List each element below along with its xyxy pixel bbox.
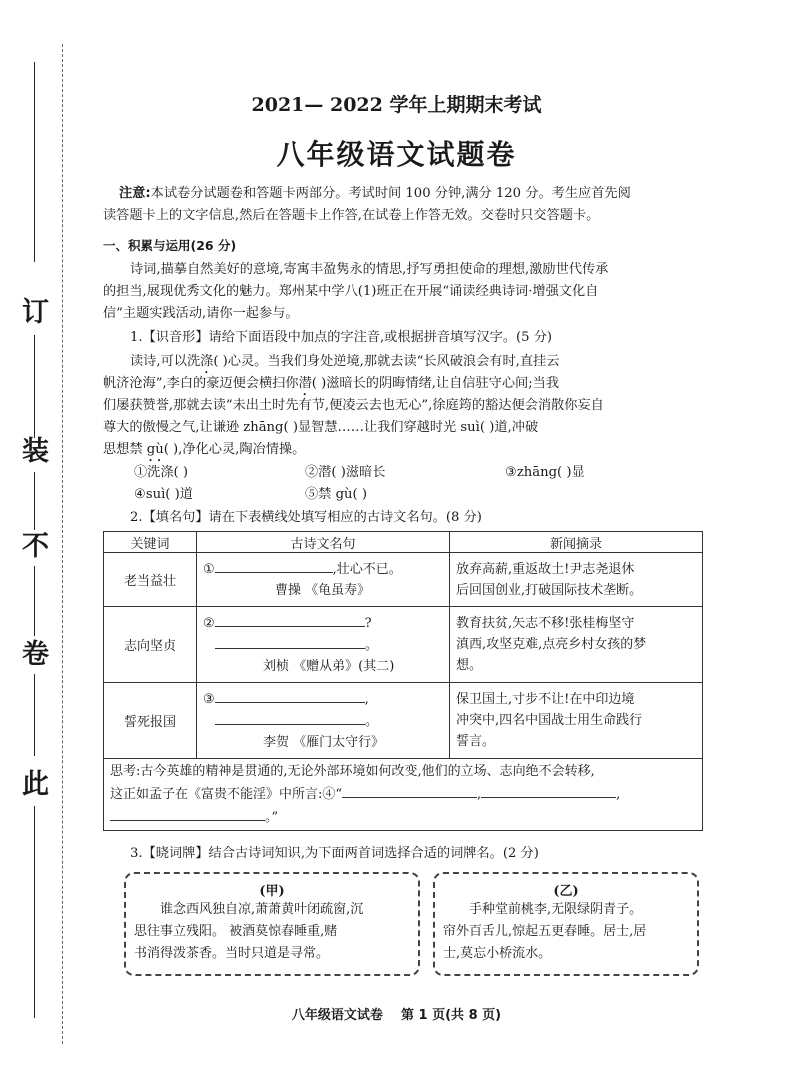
answer-blank[interactable] bbox=[215, 612, 365, 627]
text: , bbox=[364, 692, 369, 707]
binding-rule bbox=[34, 806, 35, 1018]
poem-cell bbox=[197, 683, 450, 759]
text: , bbox=[477, 787, 482, 802]
table-row bbox=[104, 607, 703, 683]
text: ( )滋暗长的阴晦情绪,让自信驻守心间;当我 bbox=[311, 376, 560, 391]
news-line: 后回国创业,打破国际技术垄断。 bbox=[456, 582, 643, 598]
blank-number: ① bbox=[203, 562, 215, 577]
news-cell bbox=[450, 683, 703, 759]
text: ( )心灵。当我们身处逆境,那就去读“长风破浪会有时,直挂云 bbox=[213, 354, 560, 369]
blank-number: ② bbox=[203, 616, 215, 631]
answer-blank[interactable] bbox=[481, 783, 616, 798]
column-header: 新闻摘录 bbox=[450, 532, 703, 553]
news-line: 教育扶贫,矢志不移!张桂梅坚守 bbox=[456, 616, 635, 631]
poem-box-yi bbox=[433, 872, 699, 976]
column-header: 古诗文名句 bbox=[197, 532, 450, 553]
poem-line: 谁念西风独自凉,萧萧黄叶闭疏窗,沉 bbox=[160, 902, 364, 917]
poem-cell bbox=[197, 553, 450, 607]
answer-blank[interactable] bbox=[215, 688, 365, 703]
news-cell bbox=[450, 553, 703, 607]
answer-blank[interactable] bbox=[110, 806, 265, 821]
poem-line bbox=[203, 558, 443, 580]
text: 。 bbox=[365, 714, 379, 729]
poem-line: 士,莫忘小桥流水。 bbox=[443, 946, 552, 961]
answer-blank-3[interactable]: ③zhāng( )显 bbox=[505, 465, 585, 480]
q1-passage-line: 们屡获赞誉,那就去读“未出土时先有节,便凌云去也无心”,徐庭筠的豁达便会消散你妄自 bbox=[103, 398, 604, 413]
poem-box-title: (乙) bbox=[553, 884, 579, 899]
intro-line: 诗词,描摹自然美好的意境,寄寓丰盈隽永的情思,抒写勇担使命的理想,激励世代传承 bbox=[130, 262, 609, 277]
poem-source: 曹操 《龟虽寿》 bbox=[275, 583, 371, 598]
intro-line: 信”主题实践活动,请你一起参与。 bbox=[103, 306, 299, 321]
text: ? bbox=[364, 616, 372, 631]
text: 。” bbox=[265, 810, 279, 825]
think-line bbox=[110, 783, 696, 806]
text: 帆济沧海”,李白的豪迈便会横扫你 bbox=[103, 376, 299, 391]
question-3-stem: 3.【晓词牌】结合古诗词知识,为下面两首词选择合适的词牌名。(2 分) bbox=[130, 846, 539, 861]
text: 。 bbox=[365, 638, 379, 653]
notice-label: 注意: bbox=[119, 186, 151, 201]
think-line bbox=[110, 806, 696, 829]
text: ,壮心不已。 bbox=[332, 562, 402, 577]
text: 思想禁 bbox=[103, 442, 147, 457]
text: 读诗,可以洗 bbox=[130, 354, 201, 369]
answer-blank-2[interactable]: ②潜( )滋暗长 bbox=[305, 465, 386, 480]
answer-blank[interactable] bbox=[215, 558, 333, 573]
keyword-cell: 老当益壮 bbox=[104, 553, 197, 607]
text: ( ),净化心灵,陶冶情操。 bbox=[163, 442, 306, 457]
think-line: 思考:古今英雄的精神是贯通的,无论外部环境如何改变,他们的立场、志向绝不会转移, bbox=[110, 764, 595, 779]
question-1-stem: 1.【识音形】请给下面语段中加点的字注音,或根据拼音填写汉字。(5 分) bbox=[130, 330, 553, 345]
keyword-cell: 志向坚贞 bbox=[104, 607, 197, 683]
answer-blank-5[interactable]: ⑤禁 gù( ) bbox=[305, 487, 367, 502]
poem-line: 书消得泼茶香。当时只道是寻常。 bbox=[134, 946, 330, 961]
news-line: 放弃高薪,重返故土!尹志尧退休 bbox=[456, 561, 635, 577]
binding-char: 此 bbox=[22, 769, 49, 800]
exam-title: 2021— 2022 学年上期期末考试 bbox=[251, 94, 542, 116]
news-line: 保卫国土,寸步不让!在中印边境 bbox=[456, 692, 635, 707]
paper-title: 八年级语文试题卷 bbox=[276, 138, 517, 171]
binding-char: 订 bbox=[22, 297, 49, 328]
text: 这正如孟子在《富贵不能淫》中所言:④“ bbox=[110, 787, 343, 802]
poem-line: 思往事立残阳。 被酒莫惊春睡重,赌 bbox=[134, 924, 338, 939]
blank-number: ③ bbox=[203, 692, 215, 707]
page-footer: 八年级语文试卷 第 1 页(共 8 页) bbox=[291, 1008, 502, 1023]
binding-dashed-line bbox=[62, 44, 63, 1044]
binding-char: 卷 bbox=[22, 639, 49, 670]
binding-rule bbox=[34, 566, 35, 636]
keyword-cell: 誓死报国 bbox=[104, 683, 197, 759]
intro-line: 的担当,展现优秀文化的魅力。郑州某中学八(1)班正在开展“诵读经典诗词·增强文化自 bbox=[103, 284, 599, 299]
dotted-char: 涤 bbox=[200, 354, 214, 369]
poem-line bbox=[203, 688, 443, 710]
binding-char: 不 bbox=[22, 531, 49, 562]
table-row-think bbox=[104, 759, 703, 831]
section-heading: 一、积累与运用(26 分) bbox=[103, 238, 237, 253]
notice-text: 本试卷分试题卷和答题卡两部分。考试时间 100 分钟,满分 120 分。考生应首先阅 bbox=[150, 186, 631, 201]
poem-box-title: (甲) bbox=[259, 884, 285, 899]
binding-char: 装 bbox=[22, 436, 49, 467]
poem-box-jia bbox=[124, 872, 420, 976]
table-row bbox=[104, 553, 703, 607]
news-line: 想。 bbox=[456, 658, 483, 673]
answer-blank[interactable] bbox=[215, 634, 365, 649]
notice-line: 读答题卡上的文字信息,然后在答题卡上作答,在试卷上作答无效。交卷时只交答题卡。 bbox=[103, 208, 600, 223]
text: , bbox=[616, 787, 621, 802]
table-header-row bbox=[104, 532, 703, 553]
poem-line bbox=[203, 710, 443, 732]
column-header: 关键词 bbox=[104, 532, 197, 553]
notice-line bbox=[119, 183, 631, 205]
news-line: 冲突中,四名中国战士用生命践行 bbox=[456, 713, 643, 728]
poem-table bbox=[103, 531, 703, 831]
answer-blank-4[interactable]: ④suì( )道 bbox=[134, 487, 193, 502]
dotted-char: 潜 bbox=[298, 376, 312, 391]
poem-line bbox=[203, 612, 443, 634]
poem-line: 手种堂前桃李,无限绿阴青子。 bbox=[469, 902, 643, 917]
answer-blank[interactable] bbox=[342, 783, 477, 798]
binding-rule bbox=[34, 674, 35, 756]
answer-blank[interactable] bbox=[215, 710, 365, 725]
answer-blank-1[interactable]: ①洗涤( ) bbox=[134, 465, 189, 480]
poem-source: 李贺 《雁门太守行》 bbox=[263, 735, 385, 750]
table-row bbox=[104, 683, 703, 759]
binding-rule bbox=[34, 472, 35, 530]
poem-line: 帘外百舌儿,惊起五更春睡。居士,居 bbox=[443, 924, 647, 939]
poem-source: 刘桢 《赠从弟》(其二) bbox=[263, 659, 395, 674]
q1-passage-line: 尊大的傲慢之气,让谦逊 zhāng( )显智慧……让我们穿越时光 suì( )道,冲破 bbox=[103, 420, 539, 435]
news-cell bbox=[450, 607, 703, 683]
think-cell bbox=[104, 759, 703, 831]
question-2-stem: 2.【填名句】请在下表横线处填写相应的古诗文名句。(8 分) bbox=[130, 510, 482, 525]
poem-cell bbox=[197, 607, 450, 683]
poem-line bbox=[203, 634, 443, 656]
dotted-char: gù bbox=[146, 442, 164, 457]
news-line: 滇西,攻坚克难,点亮乡村女孩的梦 bbox=[456, 637, 647, 652]
news-line: 誓言。 bbox=[456, 734, 496, 749]
binding-rule bbox=[34, 335, 35, 438]
